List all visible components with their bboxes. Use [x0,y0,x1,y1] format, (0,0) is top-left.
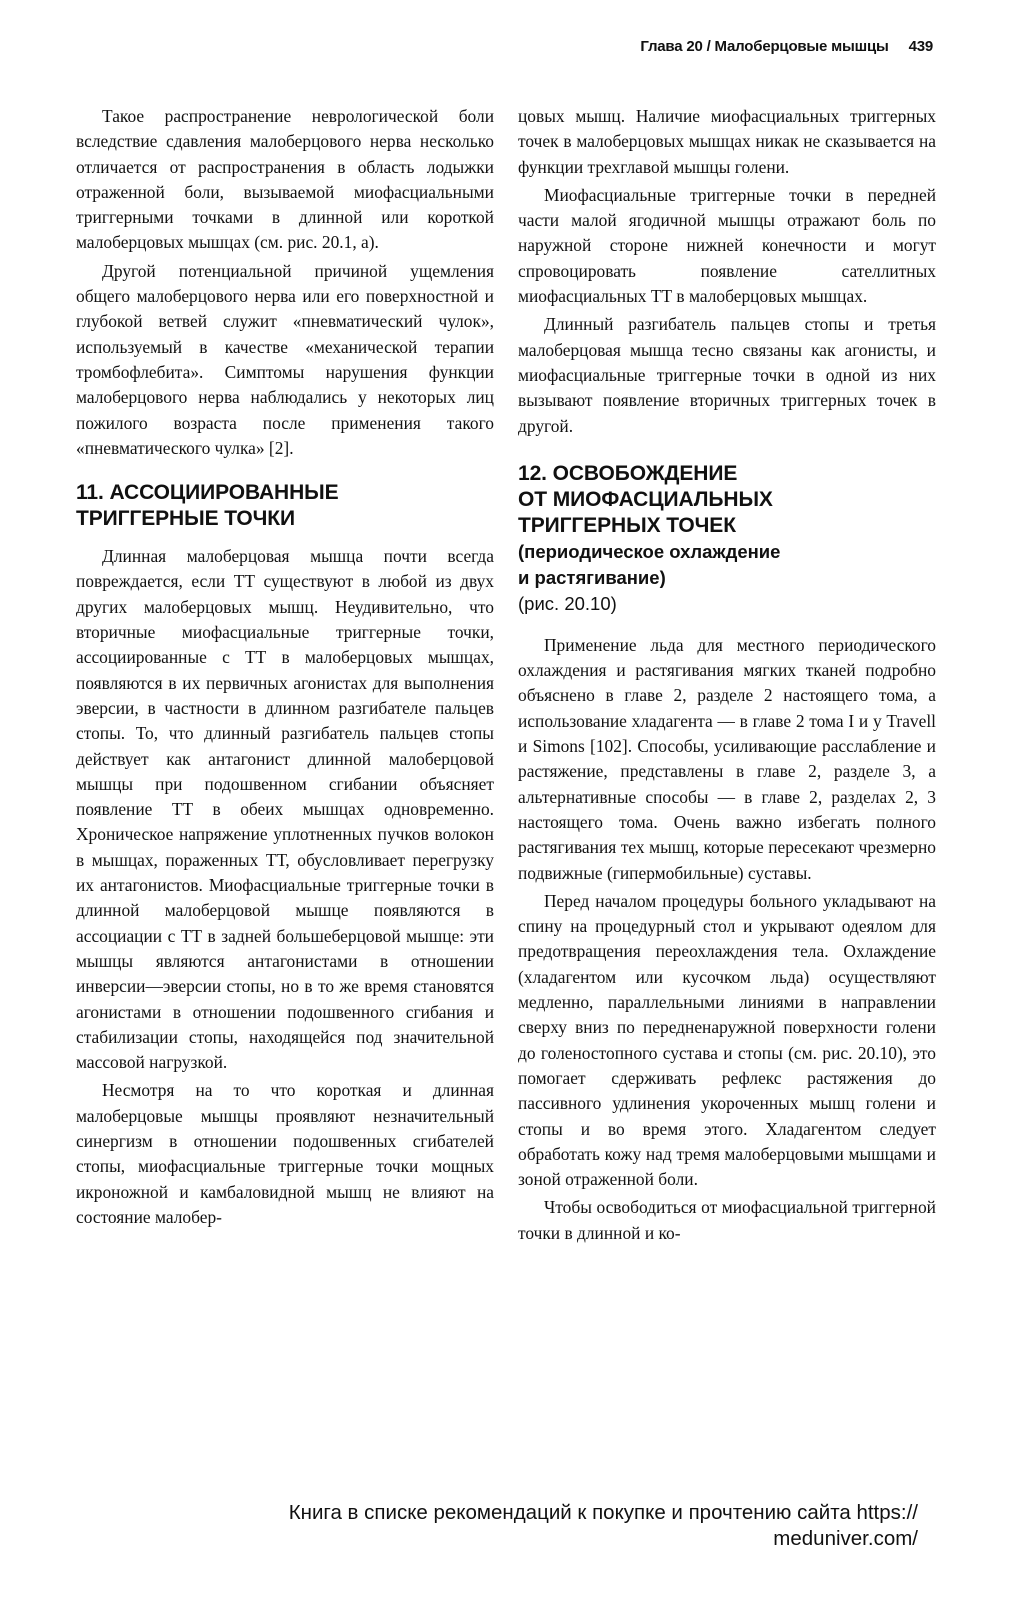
paragraph: Чтобы освободиться от миофасциальной триггерной точки в длинной и ко- [518,1197,936,1243]
section-heading [518,461,936,617]
running-header [640,38,933,55]
chapter-title: Глава 20 / Малоберцовые мышцы [640,38,889,55]
paragraph: Длинный разгибатель пальцев стопы и третья малоберцовая мышца тесно связаны как агонисты, и миофасциальные триггерные точки в одной из них вызывают появление вторичных триггерных точек в другой. [518,314,936,436]
section-heading [76,480,494,532]
paragraph: Другой потенциальной причиной ущемления общего малоберцового нерва или его поверхностной и глубокой ветвей служит «пневматический чулок», используемый в качестве «механической терапии тромбофлебита». Симптомы нарушения функции малоберцового нерва наблюдались у некоторых лиц пожилого возраста после применения такого «пневматического чулка» [2]. [76,260,494,458]
page-number: 439 [908,38,933,55]
figure-reference: (рис. 20.10) [518,592,617,614]
paragraph: Перед началом процедуры больного укладывают на спину на процедурный стол и укрывают одеялом для предотвращения переохлаждения тела. Охлаждение (хладагентом или кусочком льда) осуществляют медленно, параллельными линиями в направлении сверху вниз по передненаружной поверхности голени до голеностопного сустава и стопы (см. рис. 20.10), это помогает сдерживать рефлекс растяжения до пассивного удлинения укороченных мышц голени и стопы и во время этого. Хладагентом следует обработать кожу над тремя малоберцовыми мышцами и зоной отраженной боли. [518,890,936,1190]
paragraph: Такое распространение неврологической боли вследствие сдавления малоберцового нерва несколько отличается от распространения в область лодыжки отраженной боли, вызываемой миофасциальными триггерными точками в длинной или короткой малоберцовых мышцах (см. рис. 20.1, а). [76,106,494,253]
paragraph: Применение льда для местного периодического охлаждения и растягивания мягких тканей подробно объяснено в главе 2, разделе 2 настоящего тома, а использование хладагента — в главе 2 тома I и у Travell и Simons [102]. Способы, усиливающие расслабление и растяжение, представлены в главе 2, разделе 3, а альтернативные способы — в главе 2, разделах 2, 3 настоящего тома. Очень важно избегать полного растягивания тех мышц, которые пересекают чрезмерно подвижные (гипермобильные) суставы. [518,634,936,883]
paragraph: Миофасциальные триггерные точки в передней части малой ягодичной мышцы отражают боль по наружной стороне нижней конечности и могут спровоцировать появление сателлитных миофасциальных ТТ в малоберцовых мышцах. [518,184,936,307]
paragraph: Несмотря на то что короткая и длинная малоберцовые мышцы проявляют незначительный синергизм в отношении подошвенных сгибателей стопы, миофасциальные триггерные точки мощных икроножной и камбаловидной мышц не влияют на состояние малобер- [76,1080,494,1227]
paragraph-continued: цовых мышц. Наличие миофасциальных триггерных точек в малоберцовых мышцах никак не сказывается на функции трехглавой мышцы голени. [518,106,936,177]
site-footer [110,1500,918,1552]
left-column [76,104,494,1230]
section-subtitle: (периодическое охлаждение и растягивание) [518,540,781,588]
paragraph: Длинная малоберцовая мышца почти всегда повреждается, если ТТ существуют в любой из двух других малоберцовых мышц. Неудивительно, что вторичные миофасциальные триггерные точки, ассоциированные с ТТ в малоберцовых мышцах, появляются в их первичных агонистах для выполнения эверсии, в частности в длинном разгибателе пальцев стопы. То, что длинный разгибатель пальцев стопы действует как антагонист длинной малоберцовой мышцы при подошвенном сгибании объясняет появление ТТ в обеих мышцах одновременно. Хроническое напряжение уплотненных пучков волокон в мышцах, пораженных ТТ, обусловливает перегрузку их антагонистов. Миофасциальные триггерные точки в длинной малоберцовой мышце появляются в ассоциации с ТТ в задней большеберцовой мышце: эти мышцы являются антагонистами в отношении инверсии—эверсии стопы, но в то же время становятся агонистами в отношении подошвенного сгибания и стабилизации стопы, находящейся под значительной массовой нагрузкой. [76,546,494,1073]
right-column [518,104,936,1246]
section-title: 12. ОСВОБОЖДЕНИЕ ОТ МИОФАСЦИАЛЬНЫХ ТРИГГЕРНЫХ ТОЧЕК [518,461,773,537]
footer-link[interactable]: meduniver.com/ [773,1527,918,1550]
footer-line: Книга в списке рекомендаций к покупке и прочтению сайта https:// [288,1501,918,1524]
section-title: 11. АССОЦИИРОВАННЫЕ ТРИГГЕРНЫЕ ТОЧКИ [76,481,339,531]
